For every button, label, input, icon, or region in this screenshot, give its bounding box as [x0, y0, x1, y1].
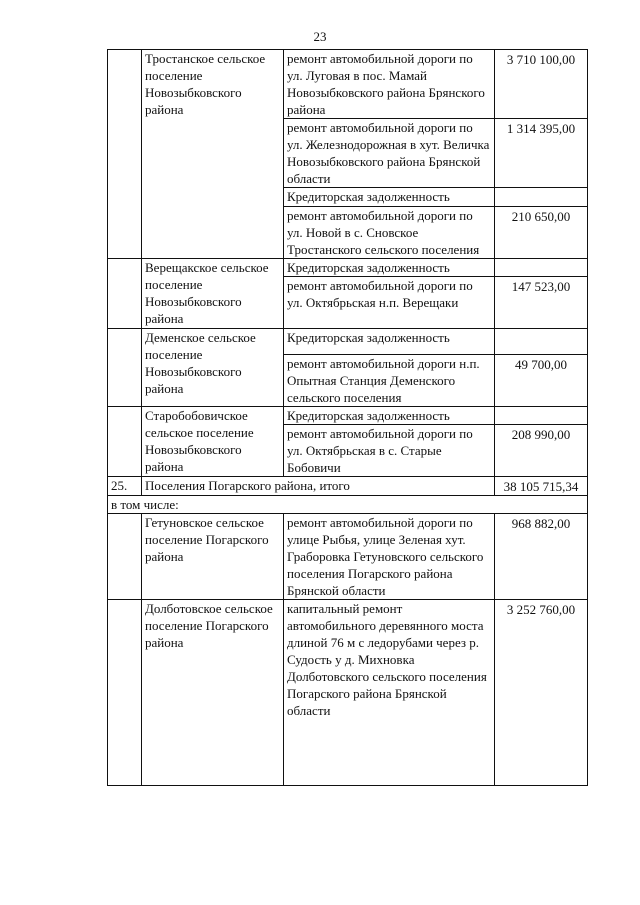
- settlement-cell: Старобобовичское сельское поселение Новозыбковского района: [142, 407, 284, 477]
- work-cell: Кредиторская задолженность: [284, 329, 495, 355]
- amount-cell: 1 314 395,00: [495, 119, 588, 188]
- table-row: [108, 407, 588, 425]
- amount-cell: 147 523,00: [495, 277, 588, 329]
- work-cell: ремонт автомобильной дороги н.п. Опытная Станция Деменского сельского поселения: [284, 355, 495, 407]
- work-cell: ремонт автомобильной дороги по улице Рыбья, улице Зеленая хут. Граборовка Гетуновского сельского поселения Погарского района Брянской области: [284, 514, 495, 600]
- work-cell: капитальный ремонт автомобильного деревянного моста длиной 76 м с ледорубами через р. Судость у д. Михновка Долботовского сельского поселения Погарского района Брянской области: [284, 600, 495, 786]
- work-cell: Кредиторская задолженность: [284, 259, 495, 277]
- work-cell: ремонт автомобильной дороги по ул. Октябрьская н.п. Верещаки: [284, 277, 495, 329]
- page-number: 23: [313, 29, 327, 44]
- settlement-cell: Деменское сельское поселение Новозыбковского района: [142, 329, 284, 407]
- including-label: в том числе:: [108, 496, 588, 514]
- amount-cell-empty: [495, 407, 588, 425]
- number-cell: [108, 329, 142, 407]
- table-row: [108, 50, 588, 119]
- settlement-cell: Верещакское сельское поселение Новозыбковского района: [142, 259, 284, 329]
- settlement-cell: Долботовское сельское поселение Погарского района: [142, 600, 284, 786]
- amount-cell-empty: [495, 329, 588, 355]
- section-total: 38 105 715,34: [495, 477, 588, 496]
- section-number: 25.: [108, 477, 142, 496]
- amount-cell: 3 252 760,00: [495, 600, 588, 786]
- work-cell: ремонт автомобильной дороги по ул. Октябрьская в с. Старые Бобовичи: [284, 425, 495, 477]
- amount-cell: 208 990,00: [495, 425, 588, 477]
- funding-table: [107, 49, 588, 786]
- work-cell: ремонт автомобильной дороги по ул. Железнодорожная в хут. Величка Новозыбковского района Брянской области: [284, 119, 495, 188]
- settlement-cell: Тростанское сельское поселение Новозыбковского района: [142, 50, 284, 259]
- amount-cell: 49 700,00: [495, 355, 588, 407]
- number-cell: [108, 407, 142, 477]
- table-row: [108, 514, 588, 600]
- table-row-subheader: [108, 496, 588, 514]
- work-cell: Кредиторская задолженность: [284, 407, 495, 425]
- number-cell: [108, 259, 142, 329]
- amount-cell-empty: [495, 259, 588, 277]
- table-row: [108, 329, 588, 355]
- amount-cell: 3 710 100,00: [495, 50, 588, 119]
- amount-cell: 210 650,00: [495, 207, 588, 259]
- number-cell: [108, 50, 142, 259]
- amount-cell-empty: [495, 188, 588, 207]
- table-row: [108, 259, 588, 277]
- settlement-cell: Гетуновское сельское поселение Погарского района: [142, 514, 284, 600]
- table-row: [108, 600, 588, 786]
- table-row-total: [108, 477, 588, 496]
- work-cell: Кредиторская задолженность: [284, 188, 495, 207]
- work-cell: ремонт автомобильной дороги по ул. Новой в с. Сновское Тростанского сельского поселения: [284, 207, 495, 259]
- section-title: Поселения Погарского района, итого: [142, 477, 495, 496]
- number-cell: [108, 600, 142, 786]
- amount-cell: 968 882,00: [495, 514, 588, 600]
- number-cell: [108, 514, 142, 600]
- work-cell: ремонт автомобильной дороги по ул. Луговая в пос. Мамай Новозыбковского района Брянского района: [284, 50, 495, 119]
